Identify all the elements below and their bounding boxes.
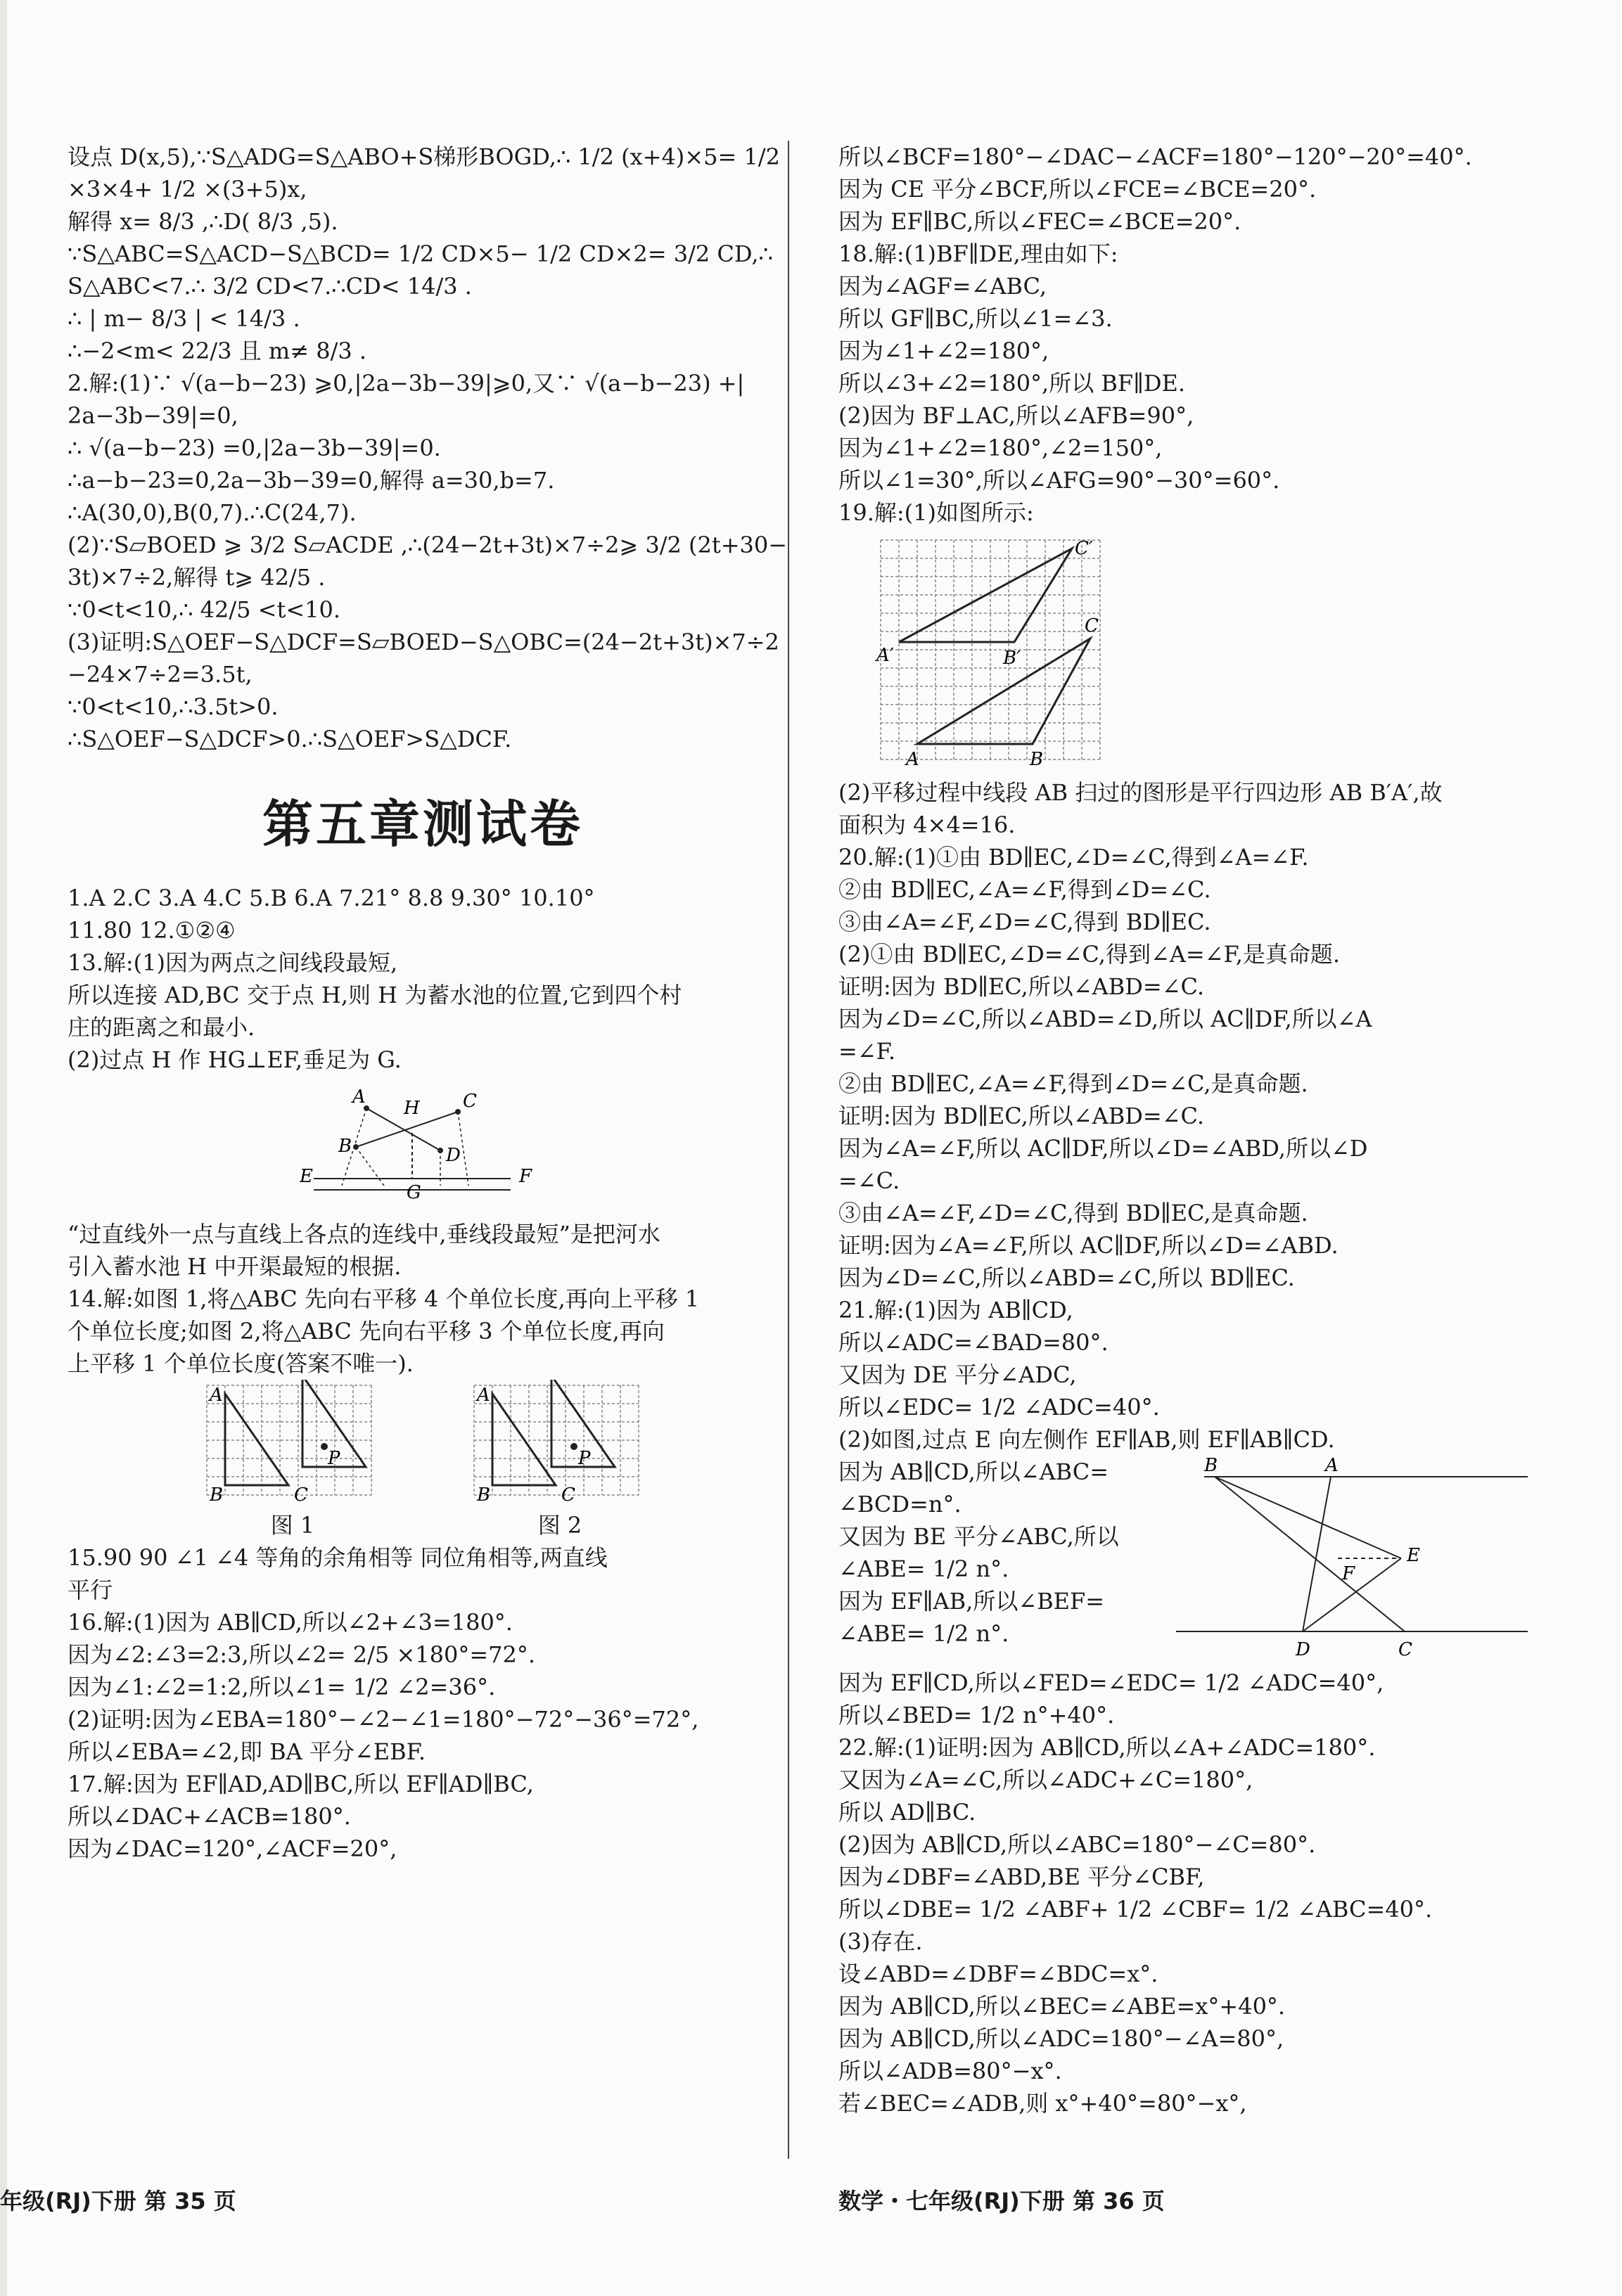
text-line: ∵0<t<10,∴ 42/5 <t<10. xyxy=(68,596,341,623)
text-line: 因为∠1+∠2=180°, xyxy=(838,338,1049,364)
text-line: ∠ABE= 1/2 n°. xyxy=(838,1556,1009,1582)
text-line: 2.解:(1)∵ √(a−b−23) ⩾0,|2a−3b−39|⩾0,又∵ √(a−b−23) +| xyxy=(68,370,745,397)
text-line: ∵0<t<10,∴3.5t>0. xyxy=(68,693,279,720)
text-line: 证明:因为 BD∥EC,所以∠ABD=∠C. xyxy=(838,973,1205,1000)
text-line: ∴S△OEF−S△DCF>0.∴S△OEF>S△DCF. xyxy=(68,726,512,752)
text-line: 平行 xyxy=(68,1577,113,1603)
text-line: 因为∠DBF=∠ABD,BE 平分∠CBF, xyxy=(838,1864,1205,1890)
text-line: ∴ | m− 8/3 | < 14/3 . xyxy=(68,305,300,332)
right-column xyxy=(838,141,1549,2119)
fig13-label-c: C xyxy=(463,1091,477,1112)
text-line: 因为 EF∥CD,所以∠FED=∠EDC= 1/2 ∠ADC=40°, xyxy=(838,1669,1384,1696)
text-line: ∴−2<m< 22/3 且 m≠ 8/3 . xyxy=(68,338,367,364)
text-line: ③由∠A=∠F,∠D=∠C,得到 BD∥EC,是真命题. xyxy=(838,1200,1308,1226)
grid-figure-2 xyxy=(468,1380,651,1506)
q21-with-figure xyxy=(838,1456,1549,1667)
text-line: 所以∠EDC= 1/2 ∠ADC=40°. xyxy=(838,1394,1160,1420)
fig2-caption: 图 2 xyxy=(537,1512,582,1539)
text-line: 若∠BEC=∠ADB,则 x°+40°=80°−x°, xyxy=(838,2090,1247,2117)
right-q19-q21-block xyxy=(838,776,1549,1456)
text-line: 13.解:(1)因为两点之间线段最短, xyxy=(68,949,398,976)
fig14-2-label-b: B xyxy=(477,1484,491,1506)
text-line: 所以∠ADB=80°−x°. xyxy=(838,2058,1062,2084)
text-line: ∴ √(a−b−23) =0,|2a−3b−39|=0. xyxy=(68,435,441,461)
fig19-label-a-prime: A′ xyxy=(876,645,894,666)
text-line: 18.解:(1)BF∥DE,理由如下: xyxy=(838,240,1118,267)
text-line: 所以∠BED= 1/2 n°+40°. xyxy=(838,1702,1115,1729)
text-line: S△ABC<7.∴ 3/2 CD<7.∴CD< 14/3 . xyxy=(68,273,472,300)
fig19-label-b: B xyxy=(1030,749,1044,770)
text-line: (2)证明:因为∠EBA=180°−∠2−∠1=180°−72°−36°=72°, xyxy=(68,1706,699,1733)
text-line: 所以∠DAC+∠ACB=180°. xyxy=(68,1803,351,1830)
text-line: 20.解:(1)①由 BD∥EC,∠D=∠C,得到∠A=∠F. xyxy=(838,844,1309,871)
fig19-label-c-prime: C′ xyxy=(1075,538,1093,559)
text-line: 证明:因为∠A=∠F,所以 AC∥DF,所以∠D=∠ABD. xyxy=(838,1232,1339,1259)
fig21-label-d: D xyxy=(1296,1639,1310,1660)
figure-14-1 xyxy=(201,1380,384,1541)
text-line: 16.解:(1)因为 AB∥CD,所以∠2+∠3=180°. xyxy=(68,1609,513,1636)
text-line: 庄的距离之和最小. xyxy=(68,1014,255,1041)
text-line: ∴A(30,0),B(0,7).∴C(24,7). xyxy=(68,499,357,526)
fig13-label-f: F xyxy=(519,1166,532,1187)
page-edge xyxy=(0,0,7,2296)
figure-19 xyxy=(874,533,1113,772)
text-line: (2)①由 BD∥EC,∠D=∠C,得到∠A=∠F,是真命题. xyxy=(838,941,1341,968)
column-divider xyxy=(788,141,789,2159)
text-line: ∠ABE= 1/2 n°. xyxy=(838,1620,1009,1647)
text-line: 面积为 4×4=16. xyxy=(838,812,1016,838)
text-line: 设∠ABD=∠DBF=∠BDC=x°. xyxy=(838,1961,1158,1987)
text-line: (2)如图,过点 E 向左侧作 EF∥AB,则 EF∥AB∥CD. xyxy=(838,1426,1335,1453)
text-line: 3t)×7÷2,解得 t⩾ 42/5 . xyxy=(68,564,326,591)
text-line: 11.80 12.①②④ xyxy=(68,917,236,944)
text-line: ×3×4+ 1/2 ×(3+5)x, xyxy=(68,176,307,203)
text-line: 所以 GF∥BC,所以∠1=∠3. xyxy=(838,305,1113,332)
text-line: 所以∠BCF=180°−∠DAC−∠ACF=180°−120°−20°=40°. xyxy=(838,143,1472,170)
text-line: 所以连接 AD,BC 交于点 H,则 H 为蓄水池的位置,它到四个村 xyxy=(68,982,682,1008)
text-line: 15.90 90 ∠1 ∠4 等角的余角相等 同位角相等,两直线 xyxy=(68,1544,608,1571)
fig14-1-label-c: C xyxy=(294,1484,308,1506)
fig21-label-a: A xyxy=(1325,1456,1339,1476)
text-line: 所以∠1=30°,所以∠AFG=90°−30°=60°. xyxy=(838,467,1280,494)
figure-14-2 xyxy=(468,1380,651,1541)
text-line: 因为∠1+∠2=180°,∠2=150°, xyxy=(838,435,1163,461)
text-line: (3)证明:S△OEF−S△DCF=S▱BOED−S△OBC=(24−2t+3t)×7÷2 xyxy=(68,629,779,655)
text-line: 1.A 2.C 3.A 4.C 5.B 6.A 7.21° 8.8 9.30° 10.10° xyxy=(68,885,595,911)
text-line: 19.解:(1)如图所示: xyxy=(838,499,1034,526)
text-line: −24×7÷2=3.5t, xyxy=(68,661,253,688)
fig14-1-label-a: A xyxy=(210,1385,223,1406)
fig13-label-h: H xyxy=(404,1098,420,1119)
fig13-label-b: B xyxy=(338,1136,352,1157)
text-line: 21.解:(1)因为 AB∥CD, xyxy=(838,1297,1073,1323)
text-line: ∵S△ABC=S△ACD−S△BCD= 1/2 CD×5− 1/2 CD×2= 3/2 CD,∴ xyxy=(68,240,773,267)
fig19-label-a: A xyxy=(906,749,919,770)
right-top-block xyxy=(838,141,1549,529)
text-line: ③由∠A=∠F,∠D=∠C,得到 BD∥EC. xyxy=(838,909,1211,935)
text-line: (2)过点 H 作 HG⊥EF,垂足为 G. xyxy=(68,1046,402,1073)
fig14-1-label-b: B xyxy=(210,1484,224,1506)
text-line: 因为 AB∥CD,所以∠ADC=180°−∠A=80°, xyxy=(838,2025,1284,2052)
text-line: 因为∠DAC=120°,∠ACF=20°, xyxy=(68,1835,397,1862)
text-line: 因为 AB∥CD,所以∠BEC=∠ABE=x°+40°. xyxy=(838,1993,1286,2020)
fig14-2-label-p: P xyxy=(578,1448,591,1469)
text-line: 又因为 BE 平分∠ABC,所以 xyxy=(838,1523,1119,1550)
fig21-label-f: F xyxy=(1342,1563,1355,1584)
text-line: 解得 x= 8/3 ,∴D( 8/3 ,5). xyxy=(68,208,338,235)
grid-figure-1 xyxy=(201,1380,384,1506)
text-line: 22.解:(1)证明:因为 AB∥CD,所以∠A+∠ADC=180°. xyxy=(838,1734,1376,1761)
text-line: 证明:因为 BD∥EC,所以∠ABD=∠C. xyxy=(838,1103,1205,1129)
text-line: 所以∠ADC=∠BAD=80°. xyxy=(838,1329,1109,1356)
figure-14-row xyxy=(201,1380,778,1541)
text-line: 所以∠3+∠2=180°,所以 BF∥DE. xyxy=(838,370,1186,397)
text-line: 所以∠DBE= 1/2 ∠ABF+ 1/2 ∠CBF= 1/2 ∠ABC=40°. xyxy=(838,1896,1433,1923)
fig14-2-label-c: C xyxy=(561,1484,575,1506)
text-line: 2a−3b−39|=0, xyxy=(68,402,238,429)
fig21-label-c: C xyxy=(1398,1639,1412,1660)
figure-13 xyxy=(300,1080,553,1214)
text-line: 因为 CE 平分∠BCF,所以∠FCE=∠BCE=20°. xyxy=(838,176,1317,203)
text-line: (2)∵S▱BOED ⩾ 3/2 S▱ACDE ,∴(24−2t+3t)×7÷2⩾ 3/2 (2t+30− xyxy=(68,532,788,558)
chapter-title: 第五章测试卷 xyxy=(262,795,583,854)
text-line: (2)平移过程中线段 AB 扫过的图形是平行四边形 AB B′A′,故 xyxy=(838,779,1443,806)
text-line: =∠C. xyxy=(838,1167,900,1194)
left-answers-block xyxy=(68,882,778,1076)
text-line: 因为 EF∥BC,所以∠FEC=∠BCE=20°. xyxy=(838,208,1241,235)
text-line: ∴a−b−23=0,2a−3b−39=0,解得 a=30,b=7. xyxy=(68,467,555,494)
left-q13-q14-block xyxy=(68,1218,778,1380)
text-line: 因为 EF∥AB,所以∠BEF= xyxy=(838,1588,1105,1615)
text-line: 个单位长度;如图 2,将△ABC 先向右平移 3 个单位长度,再向 xyxy=(68,1318,665,1345)
text-line: 17.解:因为 EF∥AD,AD∥BC,所以 EF∥AD∥BC, xyxy=(68,1771,534,1797)
fig13-label-a: A xyxy=(352,1086,366,1108)
left-q15-q17-block xyxy=(68,1541,778,1865)
text-line: ∠BCD=n°. xyxy=(838,1491,962,1518)
text-line: 因为∠1:∠2=1:2,所以∠1= 1/2 ∠2=36°. xyxy=(68,1674,496,1700)
text-line: ②由 BD∥EC,∠A=∠F,得到∠D=∠C. xyxy=(838,876,1211,903)
text-line: 因为 AB∥CD,所以∠ABC= xyxy=(838,1458,1109,1485)
left-top-block xyxy=(68,141,788,755)
text-line: ②由 BD∥EC,∠A=∠F,得到∠D=∠C,是真命题. xyxy=(838,1070,1308,1097)
text-line: 上平移 1 个单位长度(答案不唯一). xyxy=(68,1350,414,1377)
text-line: (2)因为 BF⊥AC,所以∠AFB=90°, xyxy=(838,402,1194,429)
text-line: 因为∠A=∠F,所以 AC∥DF,所以∠D=∠ABD,所以∠D xyxy=(838,1135,1368,1162)
fig14-2-label-a: A xyxy=(477,1385,490,1406)
figure-21 xyxy=(1176,1456,1542,1667)
text-line: 又因为 DE 平分∠ADC, xyxy=(838,1361,1077,1388)
footer-left: 年级(RJ)下册 第 35 页 xyxy=(0,2188,236,2214)
fig21-label-b: B xyxy=(1204,1456,1218,1476)
text-line: 14.解:如图 1,将△ABC 先向右平移 4 个单位长度,再向上平移 1 xyxy=(68,1285,700,1312)
text-line: =∠F. xyxy=(838,1038,896,1065)
text-line: 所以 AD∥BC. xyxy=(838,1799,976,1826)
q21-side-text xyxy=(838,1456,1169,1650)
text-line: 引入蓄水池 H 中开渠最短的根据. xyxy=(68,1253,402,1280)
right-q21-q22-block xyxy=(838,1667,1549,2119)
fig13-label-e: E xyxy=(300,1166,313,1187)
fig13-label-g: G xyxy=(407,1182,421,1203)
fig19-label-b-prime: B′ xyxy=(1003,648,1021,669)
text-line: 设点 D(x,5),∵S△ADG=S△ABO+S梯形BOGD,∴ 1/2 (x+4)×5= 1/2 xyxy=(68,143,780,170)
text-line: 又因为∠A=∠C,所以∠ADC+∠C=180°, xyxy=(838,1766,1253,1793)
left-column xyxy=(68,141,788,1865)
fig13-label-d: D xyxy=(446,1145,461,1166)
text-line: (3)存在. xyxy=(838,1928,923,1955)
text-line: “过直线外一点与直线上各点的连线中,垂线段最短”是把河水 xyxy=(68,1221,660,1248)
text-line: 因为∠2:∠3=2:3,所以∠2= 2/5 ×180°=72°. xyxy=(68,1641,536,1668)
text-line: 因为∠D=∠C,所以∠ABD=∠C,所以 BD∥EC. xyxy=(838,1264,1295,1291)
text-line: 因为∠AGF=∠ABC, xyxy=(838,273,1047,300)
fig21-label-e: E xyxy=(1407,1545,1420,1566)
fig19-label-c: C xyxy=(1085,615,1099,636)
fig14-1-label-p: P xyxy=(328,1448,340,1469)
text-line: (2)因为 AB∥CD,所以∠ABC=180°−∠C=80°. xyxy=(838,1831,1316,1858)
footer-right: 数学・七年级(RJ)下册 第 36 页 xyxy=(838,2188,1165,2214)
text-line: 因为∠D=∠C,所以∠ABD=∠D,所以 AC∥DF,所以∠A xyxy=(838,1006,1372,1032)
text-line: 所以∠EBA=∠2,即 BA 平分∠EBF. xyxy=(68,1738,426,1765)
fig1-caption: 图 1 xyxy=(270,1512,315,1539)
